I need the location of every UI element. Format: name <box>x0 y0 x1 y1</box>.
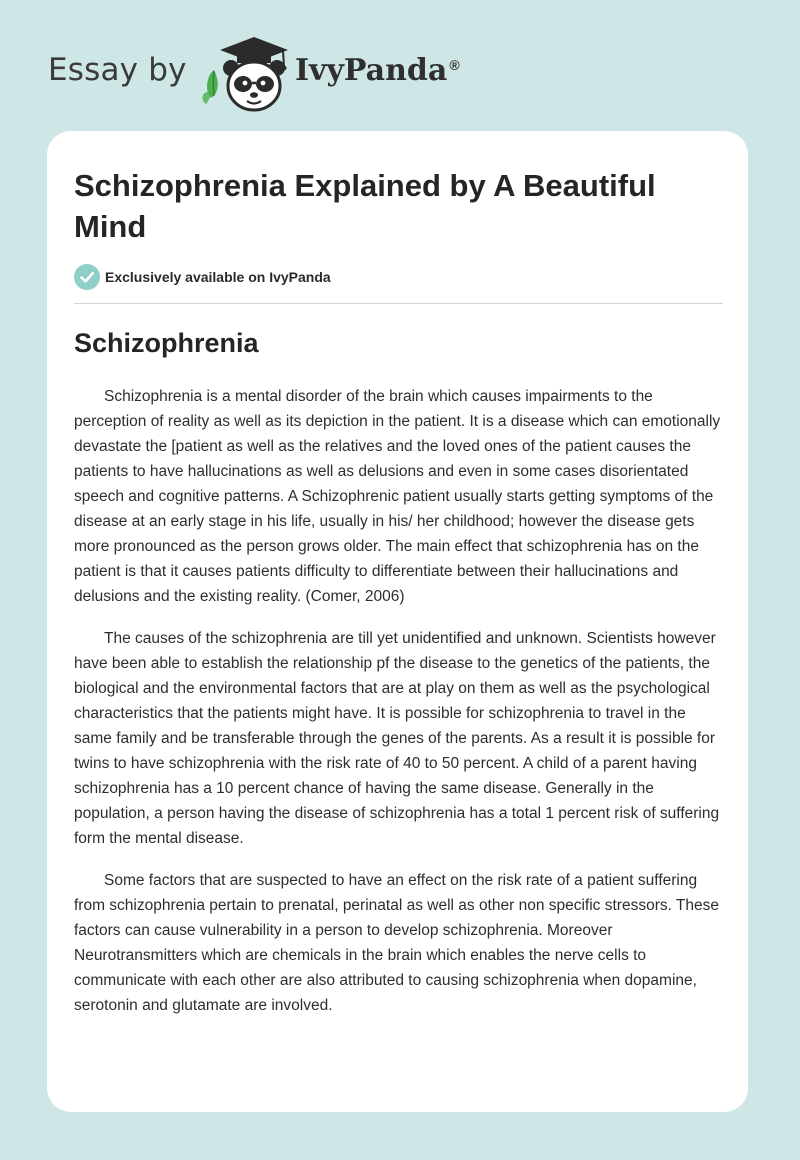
article-card <box>47 131 748 1112</box>
ivypanda-logo-icon <box>200 34 292 114</box>
title-divider <box>74 303 723 304</box>
trademark-mark: ® <box>449 57 460 73</box>
article-body <box>74 384 724 1035</box>
article-title: Schizophrenia Explained by A Beautiful Mind <box>74 168 656 244</box>
paragraph: The causes of the schizophrenia are till yet unidentified and unknown. Scientists however have been able to establish the relationship pf the disease to the genetics of the patients, the biological and the environmental factors that are at play on them as well as the psychological characteristics that the patients might have. It is possible for schizophrenia to travel in the same family and be transferable through the genes of the parents. As a result it is possible for twins to have schizophrenia with the risk rate of 40 to 50 percent. A child of a parent having schizophrenia has a 10 percent chance of having the same disease. Generally in the population, a person having the disease of schizophrenia has a total 1 percent risk of suffering form the mental disease. <box>74 630 720 847</box>
exclusive-badge <box>74 264 331 290</box>
check-circle-icon <box>74 264 100 290</box>
section-heading: Schizophrenia <box>74 328 259 358</box>
exclusive-label: Exclusively available on IvyPanda <box>105 269 331 285</box>
brand-name: IvyPanda ® <box>295 53 460 88</box>
paragraph: Schizophrenia is a mental disorder of the brain which causes impairments to the perception of reality as well as its depiction in the patient. It is a disease which can emotionally devastate the [patient as well as the relatives and the loved ones of the patient causes the patients to have hallucinations as well as delusions and even in some cases disorientated speech and cognitive patterns. A Schizophrenic patient usually starts getting symptoms of the disease at an early stage in his life, usually in his/ her childhood; however the disease gets more pronounced as the person grows older. The main effect that schizophrenia has on the patient is that it causes patients difficulty to differentiate between their hallucinations and delusions and the existing reality. (Comer, 2006) <box>74 388 721 605</box>
brand-prefix: Essay by <box>48 52 187 88</box>
paragraph: Some factors that are suspected to have an effect on the risk rate of a patient suffering from schizophrenia pertain to prenatal, perinatal as well as other non specific stressors. These factors can cause vulnerability in a person to develop schizophrenia. Moreover Neurotransmitters which are chemicals in the brain which enables the nerve cells to communicate with each other are also attributed to causing schizophrenia when dopamine, serotonin and glutamate are involved. <box>74 872 720 1014</box>
brand-header[interactable] <box>48 34 508 114</box>
